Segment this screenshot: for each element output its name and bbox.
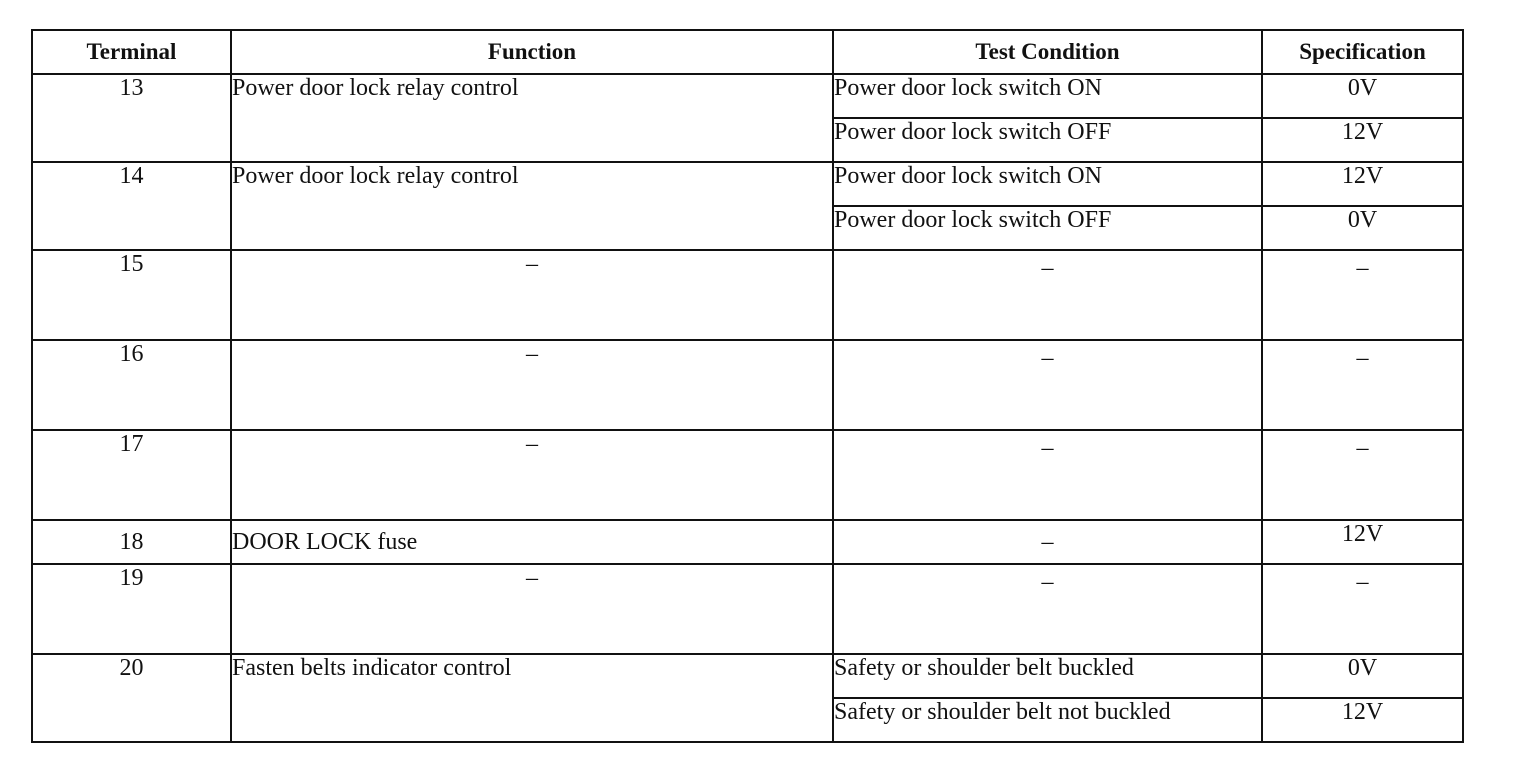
table-row [32, 340, 1463, 430]
condition-cell: Power door lock switch OFF [833, 118, 1262, 162]
table-row [32, 564, 1463, 654]
terminal-cell: 15 [32, 250, 231, 340]
condition-cell: – [833, 430, 1262, 520]
terminal-cell: 20 [32, 654, 231, 742]
spec-cell: 0V [1262, 654, 1463, 698]
function-cell: – [231, 340, 833, 430]
function-cell: Power door lock relay control [231, 74, 833, 162]
header-row [32, 30, 1463, 74]
spec-cell: – [1262, 430, 1463, 520]
table-row [32, 250, 1463, 340]
function-cell: – [231, 564, 833, 654]
spec-cell: 12V [1262, 698, 1463, 742]
spec-cell: 0V [1262, 206, 1463, 250]
terminal-spec-table [31, 29, 1464, 743]
spec-cell: 12V [1262, 118, 1463, 162]
terminal-cell: 17 [32, 430, 231, 520]
spec-cell: – [1262, 250, 1463, 340]
terminal-cell: 18 [32, 520, 231, 564]
condition-cell: Power door lock switch ON [833, 74, 1262, 118]
spec-cell: 0V [1262, 74, 1463, 118]
condition-cell: Power door lock switch ON [833, 162, 1262, 206]
condition-cell: – [833, 250, 1262, 340]
header-specification: Specification [1262, 30, 1463, 74]
terminal-cell: 14 [32, 162, 231, 250]
condition-cell: Safety or shoulder belt not buckled [833, 698, 1262, 742]
header-function: Function [231, 30, 833, 74]
table-row [32, 654, 1463, 698]
table-row [32, 74, 1463, 118]
function-cell: – [231, 250, 833, 340]
terminal-cell: 13 [32, 74, 231, 162]
terminal-cell: 16 [32, 340, 231, 430]
function-cell: Fasten belts indicator control [231, 654, 833, 742]
condition-cell: Power door lock switch OFF [833, 206, 1262, 250]
function-cell: Power door lock relay control [231, 162, 833, 250]
spec-cell: – [1262, 340, 1463, 430]
function-cell: – [231, 430, 833, 520]
table-row [32, 430, 1463, 520]
table-row [32, 520, 1463, 564]
condition-cell: Safety or shoulder belt buckled [833, 654, 1262, 698]
condition-cell: – [833, 340, 1262, 430]
function-cell: DOOR LOCK fuse [231, 520, 833, 564]
header-terminal: Terminal [32, 30, 231, 74]
terminal-cell: 19 [32, 564, 231, 654]
table-row [32, 162, 1463, 206]
condition-cell: – [833, 564, 1262, 654]
spec-cell: 12V [1262, 520, 1463, 564]
header-test-condition: Test Condition [833, 30, 1262, 74]
condition-cell: – [833, 520, 1262, 564]
spec-cell: – [1262, 564, 1463, 654]
spec-cell: 12V [1262, 162, 1463, 206]
